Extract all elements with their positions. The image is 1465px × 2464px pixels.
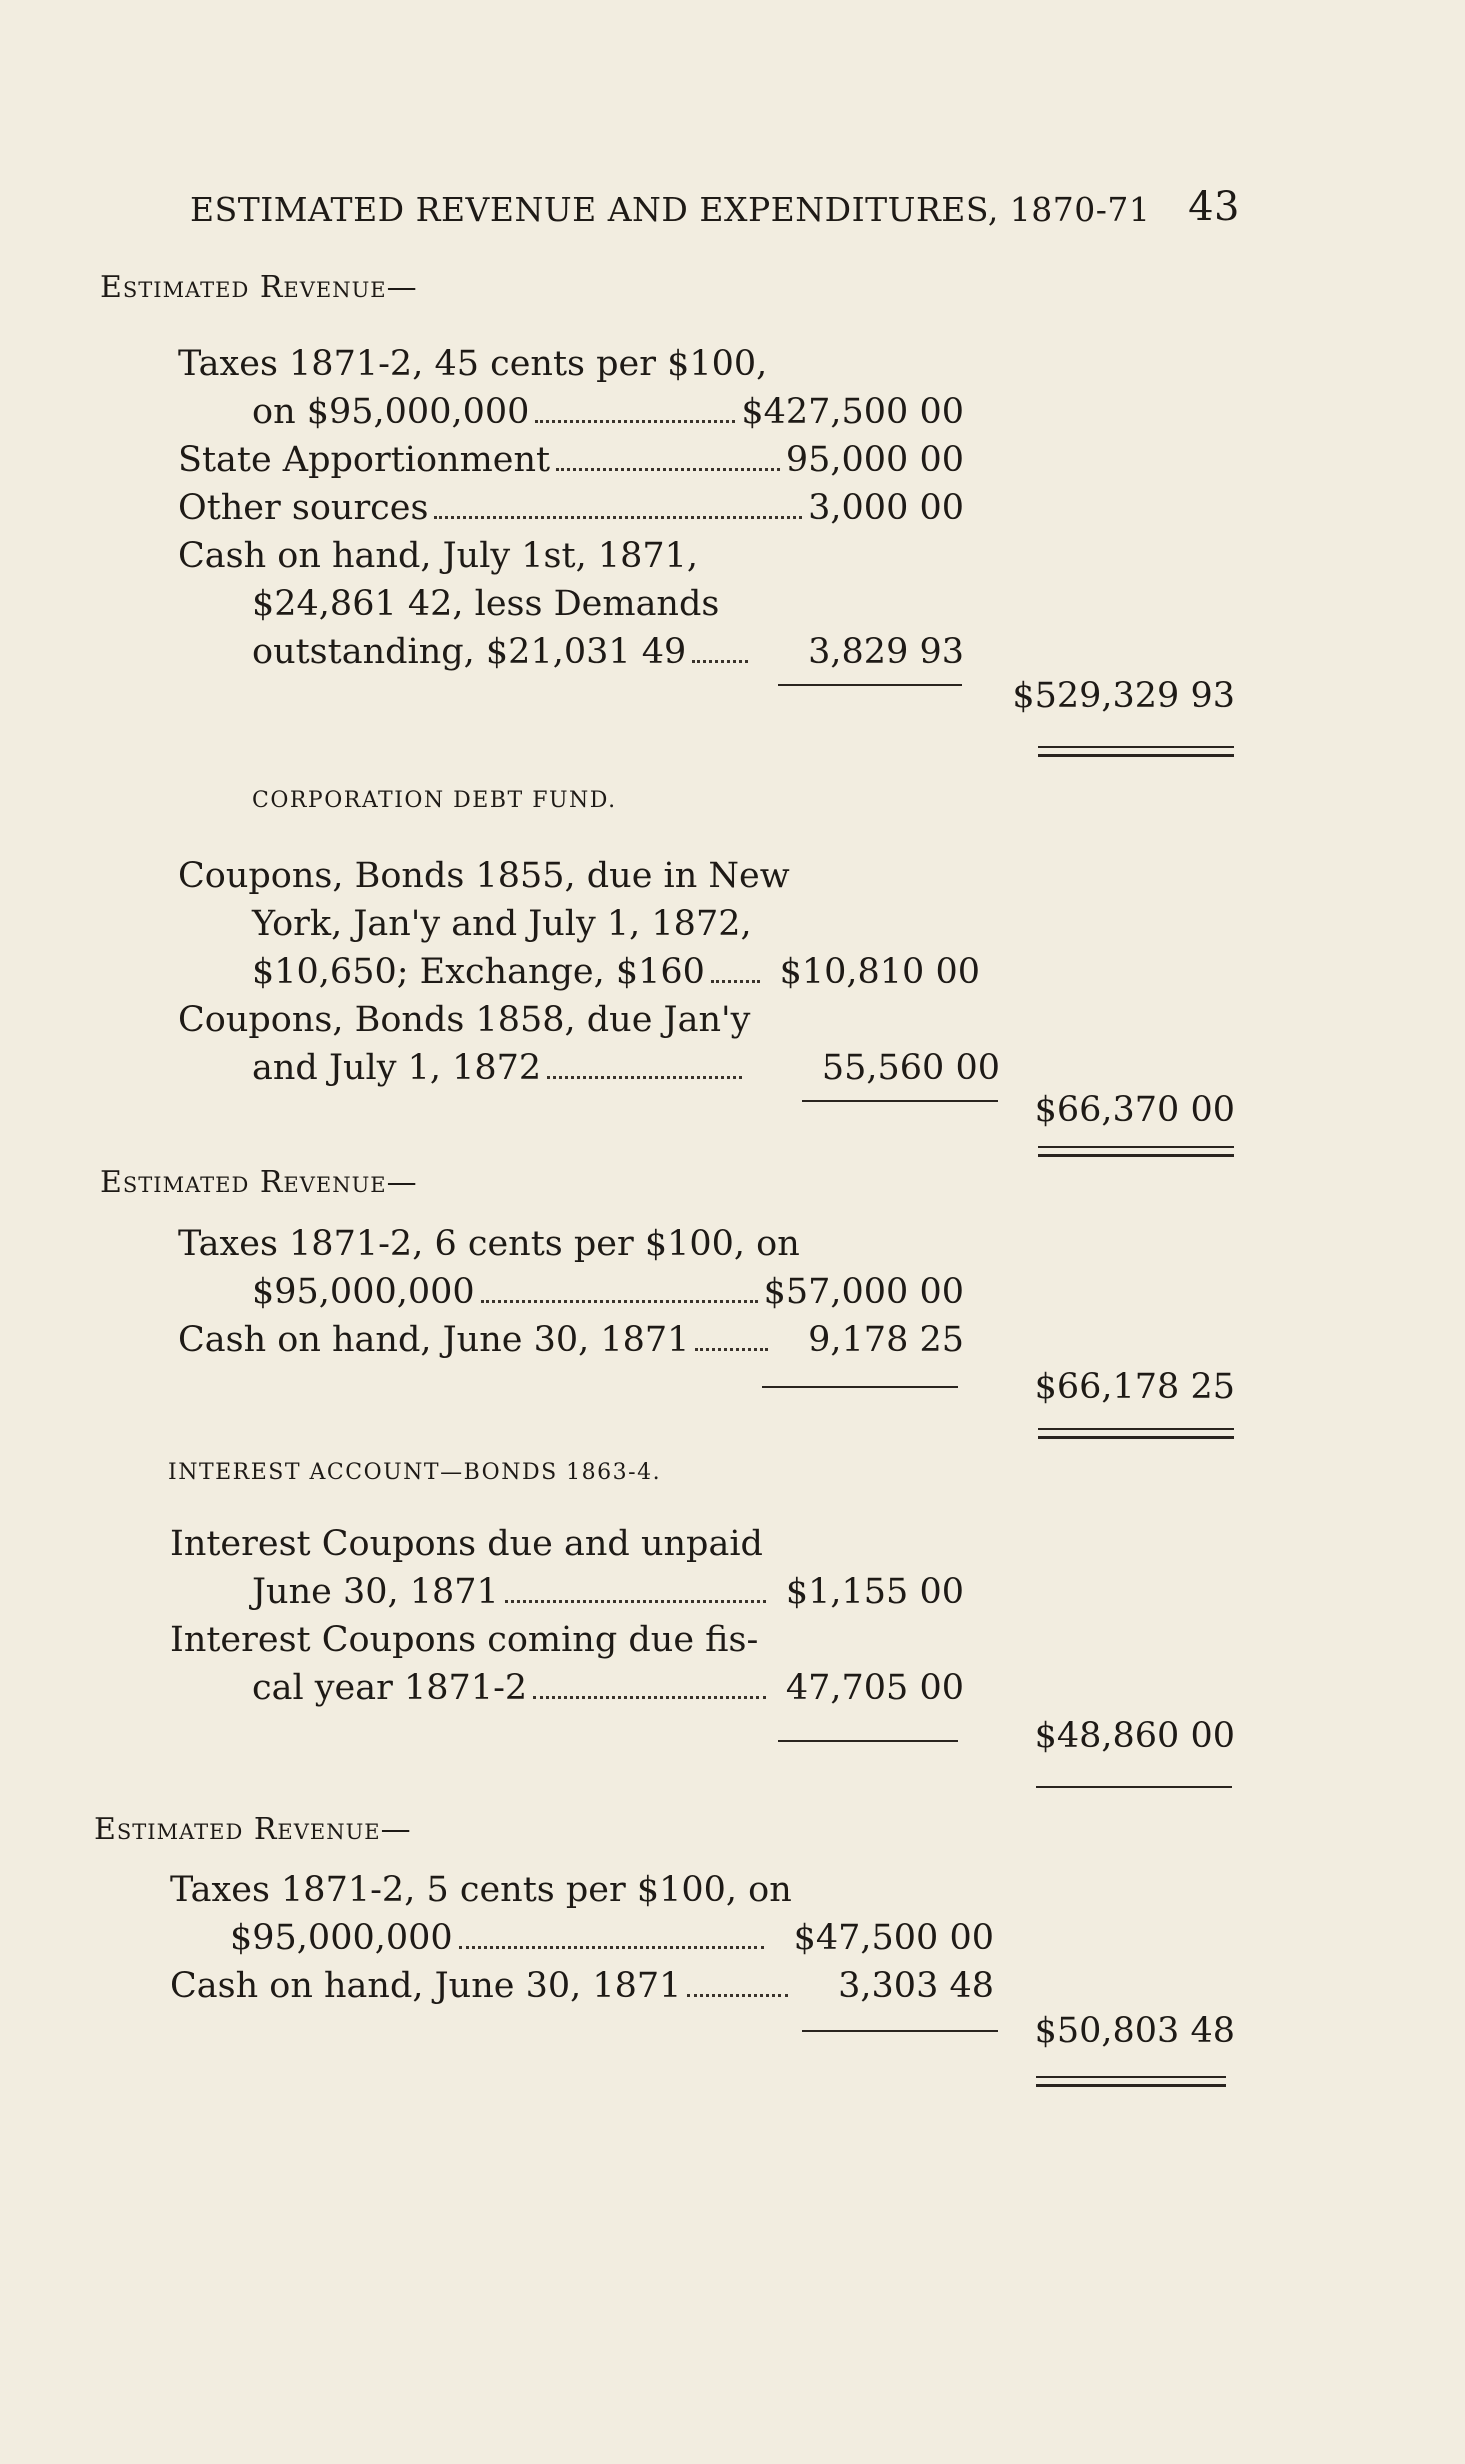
section3-heading: Estimated Revenue— bbox=[100, 1165, 418, 1200]
section4-i1-line1: Interest Coupons due and unpaid bbox=[170, 1524, 763, 1564]
leader-dots bbox=[535, 420, 735, 423]
section3-taxes-label: $95,000,000 bbox=[252, 1272, 475, 1312]
section2-c2-row bbox=[252, 1044, 1000, 1092]
section3-total: $66,178 25 bbox=[1034, 1367, 1235, 1407]
section1-cash-row bbox=[252, 628, 964, 676]
section4-subheading: INTEREST ACCOUNT—BONDS 1863-4. bbox=[168, 1460, 662, 1485]
section5-taxes-line1: Taxes 1871-2, 5 cents per $100, on bbox=[170, 1870, 792, 1910]
section5-cash-amount: 3,303 48 bbox=[838, 1966, 994, 2006]
section1-taxes-amount: $427,500 00 bbox=[741, 392, 964, 432]
section1-total: $529,329 93 bbox=[1012, 676, 1235, 716]
section1-state-label: State Apportionment bbox=[178, 440, 551, 480]
section2-c2-amount: 55,560 00 bbox=[821, 1048, 1000, 1088]
section4-total: $48,860 00 bbox=[1034, 1716, 1235, 1756]
section4-i2-amount: 47,705 00 bbox=[785, 1668, 964, 1708]
subtotal-rule bbox=[778, 684, 962, 686]
section1-state-row bbox=[178, 436, 964, 484]
section3-cash-amount: 9,178 25 bbox=[808, 1320, 964, 1360]
section1-cash-line2: $24,861 42, less Demands bbox=[252, 584, 720, 624]
section1-cash-amount: 3,829 93 bbox=[808, 632, 964, 672]
total-double-rule bbox=[1036, 2076, 1226, 2087]
section1-state-amount: 95,000 00 bbox=[785, 440, 964, 480]
leader-dots bbox=[547, 1076, 742, 1079]
subtotal-rule bbox=[802, 1100, 998, 1102]
section1-taxes-row bbox=[252, 388, 964, 436]
section3-cash-row bbox=[178, 1316, 964, 1364]
section5-cash-label: Cash on hand, June 30, 1871 bbox=[170, 1966, 682, 2006]
section1-heading: Estimated Revenue— bbox=[100, 270, 418, 305]
total-double-rule bbox=[1038, 1428, 1234, 1439]
section1-cash-label: outstanding, $21,031 49 bbox=[252, 632, 687, 672]
section2-c1-line2: York, Jan'y and July 1, 1872, bbox=[252, 904, 752, 944]
leader-dots bbox=[556, 468, 780, 471]
running-title: ESTIMATED REVENUE AND EXPENDITURES, 1870-71 bbox=[190, 190, 1151, 229]
leader-dots bbox=[505, 1600, 766, 1603]
section2-c1-label: $10,650; Exchange, $160 bbox=[252, 952, 705, 992]
section5-total: $50,803 48 bbox=[1034, 2011, 1235, 2051]
page-number: 43 bbox=[1188, 184, 1240, 230]
leader-dots bbox=[692, 660, 748, 663]
section2-c2-line1: Coupons, Bonds 1858, due Jan'y bbox=[178, 1000, 751, 1040]
section4-i2-line1: Interest Coupons coming due fis- bbox=[170, 1620, 759, 1660]
section2-c1-amount: $10,810 00 bbox=[779, 952, 980, 992]
section4-i2-row bbox=[252, 1664, 964, 1712]
section3-cash-label: Cash on hand, June 30, 1871 bbox=[178, 1320, 690, 1360]
section3-taxes-amount: $57,000 00 bbox=[763, 1272, 964, 1312]
section1-other-label: Other sources bbox=[178, 488, 429, 528]
section2-c2-label: and July 1, 1872 bbox=[252, 1048, 542, 1088]
leader-dots bbox=[481, 1300, 758, 1303]
section1-taxes-label: on $95,000,000 bbox=[252, 392, 530, 432]
total-rule bbox=[1036, 1786, 1232, 1788]
section5-taxes-amount: $47,500 00 bbox=[793, 1918, 994, 1958]
section4-i1-label: June 30, 1871 bbox=[252, 1572, 499, 1612]
leader-dots bbox=[711, 980, 760, 983]
total-double-rule bbox=[1038, 1146, 1234, 1157]
subtotal-rule bbox=[778, 1740, 958, 1742]
section5-taxes-label: $95,000,000 bbox=[230, 1918, 453, 1958]
leader-dots bbox=[695, 1348, 768, 1351]
section4-i1-amount: $1,155 00 bbox=[785, 1572, 964, 1612]
section2-c1-row bbox=[252, 948, 980, 996]
section1-taxes-line1: Taxes 1871-2, 45 cents per $100, bbox=[178, 344, 768, 384]
subtotal-rule bbox=[762, 1386, 958, 1388]
section2-total: $66,370 00 bbox=[1034, 1090, 1235, 1130]
section5-cash-row bbox=[170, 1962, 994, 2010]
section1-cash-line1: Cash on hand, July 1st, 1871, bbox=[178, 536, 699, 576]
section3-taxes-row bbox=[252, 1268, 964, 1316]
total-double-rule bbox=[1038, 746, 1234, 757]
leader-dots bbox=[459, 1946, 764, 1949]
section2-subheading: CORPORATION DEBT FUND. bbox=[252, 788, 617, 813]
section2-c1-line1: Coupons, Bonds 1855, due in New bbox=[178, 856, 790, 896]
leader-dots bbox=[533, 1696, 766, 1699]
leader-dots bbox=[687, 1994, 788, 1997]
section3-taxes-line1: Taxes 1871-2, 6 cents per $100, on bbox=[178, 1224, 800, 1264]
section1-other-amount: 3,000 00 bbox=[808, 488, 964, 528]
section1-other-row bbox=[178, 484, 964, 532]
section5-heading: Estimated Revenue— bbox=[94, 1812, 412, 1847]
section4-i2-label: cal year 1871-2 bbox=[252, 1668, 528, 1708]
subtotal-rule bbox=[802, 2030, 998, 2032]
section5-taxes-row bbox=[230, 1914, 994, 1962]
leader-dots bbox=[434, 516, 802, 519]
section4-i1-row bbox=[252, 1568, 964, 1616]
